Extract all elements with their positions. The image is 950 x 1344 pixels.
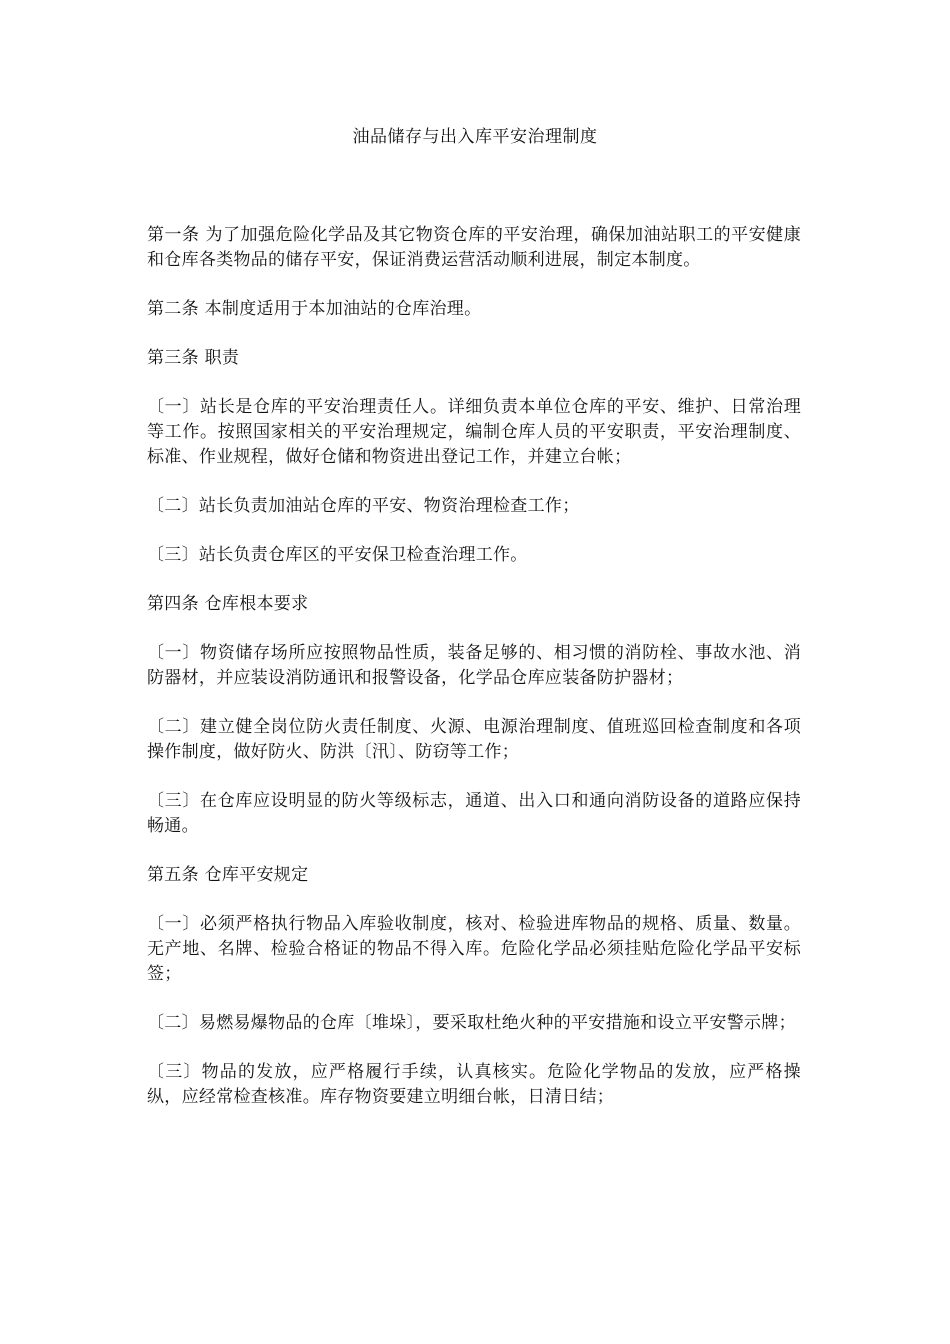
- article-3-item-3: 〔三〕站长负责仓库区的平安保卫检查治理工作。: [147, 545, 528, 565]
- article-5-item-2: 〔二〕易燃易爆物品的仓库〔堆垛〕，要采取杜绝火种的平安措施和设立平安警示牌；: [147, 1013, 796, 1033]
- article-2-paragraph: 第二条 本制度适用于本加油站的仓库治理。: [147, 299, 482, 319]
- document-title: 油品储存与出入库平安治理制度: [352, 127, 598, 147]
- article-4-item-2: 〔二〕建立健全岗位防火责任制度、火源、电源治理制度、值班巡回检查制度和各项操作制度，做好防火、防洪〔汛〕、防窃等工作；: [147, 717, 801, 762]
- article-3-item-2: 〔二〕站长负责加油站仓库的平安、物资治理检查工作；: [147, 496, 580, 516]
- article-5-heading: 第五条 仓库平安规定: [147, 865, 309, 885]
- article-3-item-1: 〔一〕站长是仓库的平安治理责任人。详细负责本单位仓库的平安、维护、日常治理等工作。按照国家相关的平安治理规定，编制仓库人员的平安职责，平安治理制度、标准、作业规程，做好仓储和物资进出登记工作，并建立台帐；: [147, 397, 801, 467]
- document-body: [147, 223, 801, 1134]
- article-5-item-1: 〔一〕必须严格执行物品入库验收制度，核对、检验进库物品的规格、质量、数量。无产地、名牌、检验合格证的物品不得入库。危险化学品必须挂贴危险化学品平安标签；: [147, 914, 801, 984]
- article-4-item-3: 〔三〕在仓库应设明显的防火等级标志，通道、出入口和通向消防设备的道路应保持畅通。: [147, 791, 801, 836]
- article-4-heading: 第四条 仓库根本要求: [147, 594, 309, 614]
- article-5-item-3: 〔三〕物品的发放，应严格履行手续，认真核实。危险化学物品的发放，应严格操纵，应经常检查核准。库存物资要建立明细台帐，日清日结；: [147, 1062, 801, 1107]
- article-4-item-1: 〔一〕物资储存场所应按照物品性质，装备足够的、相习惯的消防栓、事故水池、消防器材，并应装设消防通讯和报警设备，化学品仓库应装备防护器材；: [147, 643, 801, 688]
- article-3-heading: 第三条 职责: [147, 348, 240, 368]
- article-1-paragraph: 第一条 为了加强危险化学品及其它物资仓库的平安治理，确保加油站职工的平安健康和仓库各类物品的储存平安，保证消费运营活动顺利进展，制定本制度。: [147, 225, 801, 270]
